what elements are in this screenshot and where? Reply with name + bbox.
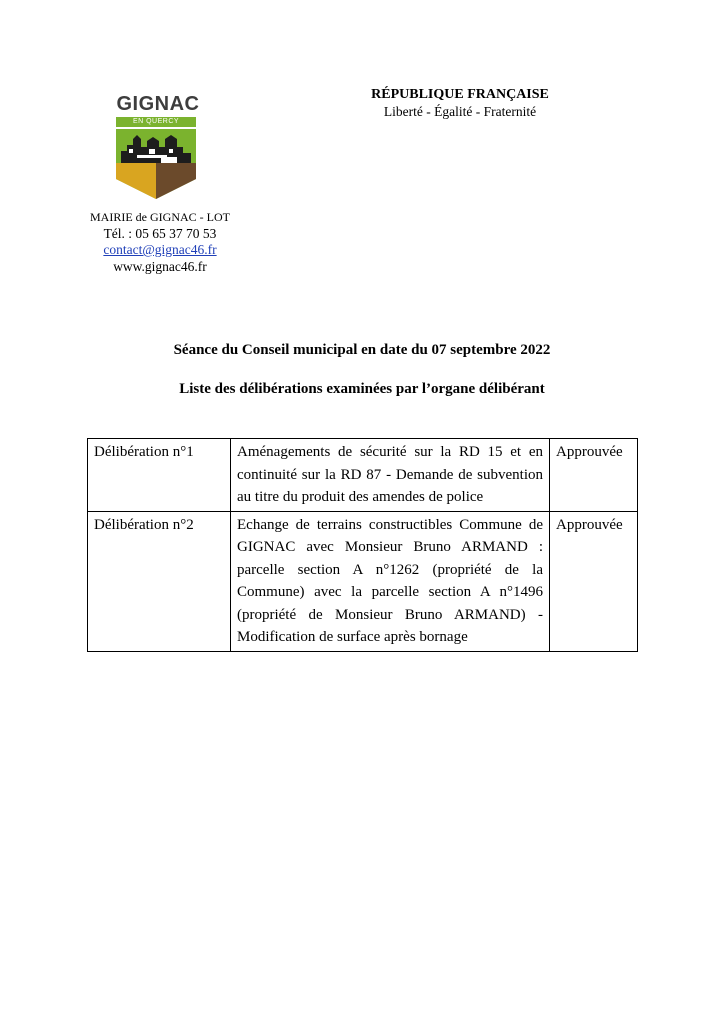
mairie-email-link[interactable]: contact@gignac46.fr: [103, 242, 217, 257]
logo-subtitle: EN QUERCY: [116, 117, 196, 127]
mairie-website: www.gignac46.fr: [113, 258, 207, 274]
document-title: Séance du Conseil municipal en date du 07 septembre 2022: [173, 342, 551, 358]
republique-block: [335, 86, 585, 120]
document-subtitle: Liste des délibérations examinées par l’organe délibérant: [179, 381, 545, 397]
deliberation-number: Délibération n°2: [88, 511, 231, 651]
mairie-phone: Tél. : 05 65 37 70 53: [103, 225, 217, 241]
table-row: [88, 439, 638, 512]
mairie-contact-block: [60, 209, 260, 275]
deliberations-table: [87, 438, 638, 652]
mairie-name: MAIRIE de GIGNAC - LOT: [90, 210, 230, 224]
deliberation-number: Délibération n°1: [88, 439, 231, 512]
logo-name: GIGNAC: [116, 93, 200, 115]
municipal-logo: [103, 87, 213, 207]
republique-motto: Liberté - Égalité - Fraternité: [383, 104, 537, 119]
table-row: [88, 511, 638, 651]
republique-title: RÉPUBLIQUE FRANÇAISE: [371, 87, 549, 102]
deliberation-status: Approuvée: [550, 511, 638, 651]
deliberation-description: Aménagements de sécurité sur la RD 15 et en continuité sur la RD 87 - Demande de subvention au titre du produit des amendes de police: [231, 439, 550, 512]
deliberation-description: Echange de terrains constructibles Commune de GIGNAC avec Monsieur Bruno ARMAND : parcelle section A n°1262 (propriété de la Commune) avec la parcelle section A n°1496 (propriété de Monsieur Bruno ARMAND) - Modification de surface après bornage: [231, 511, 550, 651]
deliberation-status: Approuvée: [550, 439, 638, 512]
